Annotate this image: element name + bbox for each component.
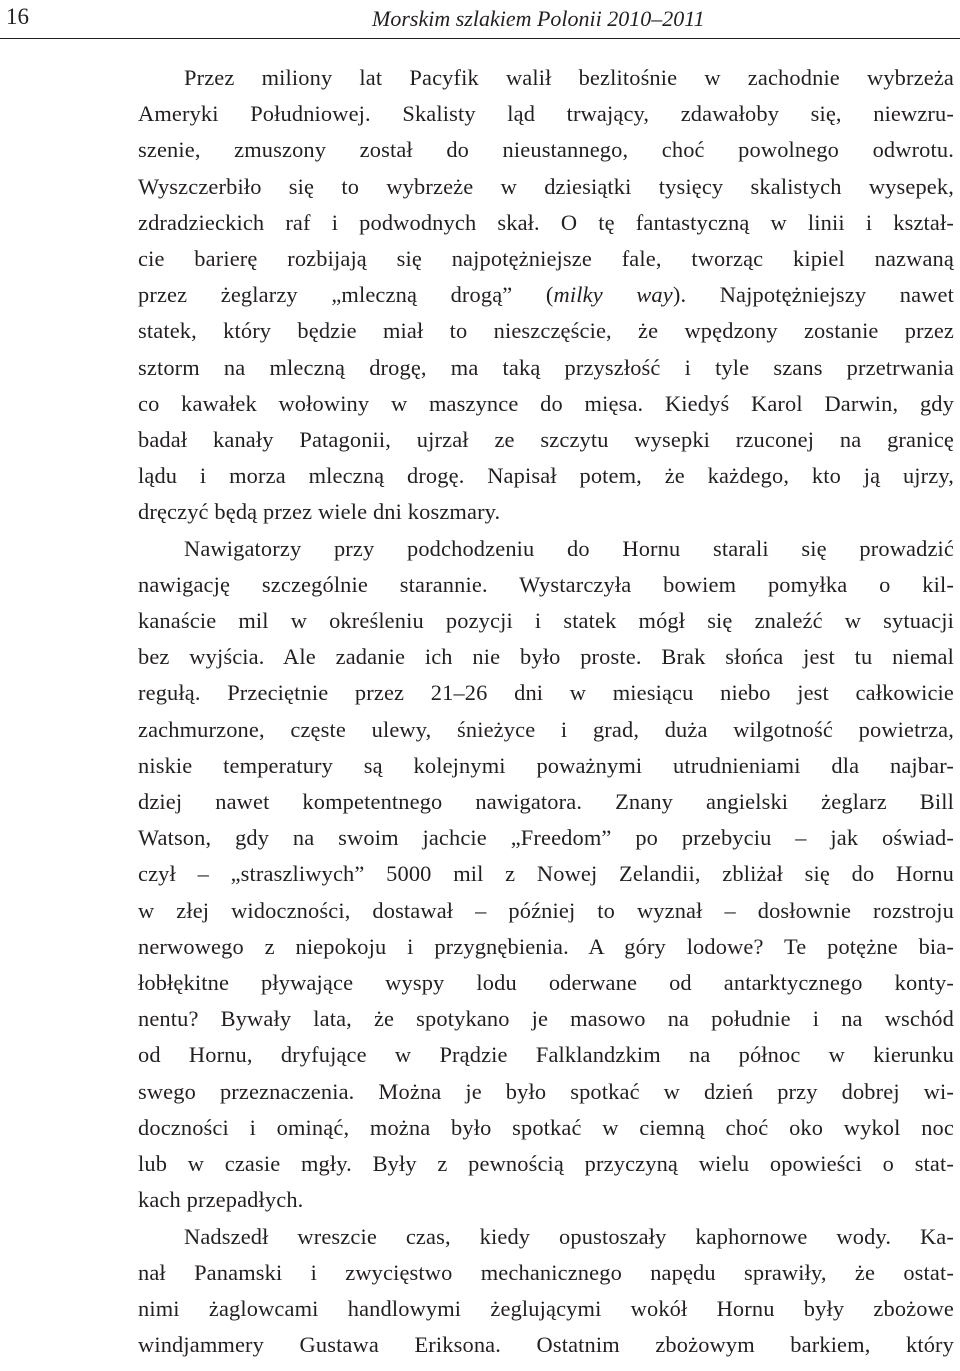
text-line: czył – „straszliwych” 5000 mil z Nowej Zelandii, zbliżał się do Hornu [138,861,954,887]
text-line: lub w czasie mgły. Były z pewnością przyczyną wielu opowieści o stat- [138,1151,954,1177]
text-line: nentu? Bywały lata, że spotykano je masowo na południe i na wschód [138,1006,954,1032]
text-line: doczności i ominąć, można było spotkać w ciemną choć oko wykol noc [138,1114,954,1140]
text-line: Nadszedł wreszcie czas, kiedy opustoszały kaphornowe wody. Ka- [184,1223,954,1249]
text-line: niskie temperatury są kolejnymi poważnymi utrudnieniami dla najbar- [138,752,954,778]
text-line: cie barierę rozbijają się najpotężniejsze fale, tworząc kipiel nazwaną [138,246,954,272]
text-line: Nawigatorzy przy podchodzeniu do Hornu starali się prowadzić [184,535,954,561]
text-line: swego przeznaczenia. Można je było spotkać w dzień przy dobrej wi- [138,1078,954,1104]
text-line: Wyszczerbiło się to wybrzeże w dziesiątki tysięcy skalistych wysepek, [138,173,954,199]
text-line: kach przepadłych. [138,1187,304,1213]
running-title: Morskim szlakiem Polonii 2010–2011 [372,6,705,31]
body-text [138,60,954,1363]
text-segment: przez żeglarzy „mleczną drogą” ( [138,282,554,308]
text-line: sztorm na mleczną drogę, ma taką przyszłość i tyle szans przetrwania [138,354,954,380]
text-line: regułą. Przeciętnie przez 21–26 dni w miesiącu niebo jest całkowicie [138,680,954,706]
text-line: nimi żaglowcami handlowymi żeglującymi wokół Hornu były zbożowe [138,1295,954,1321]
text-line: nerwowego z niepokoju i przygnębienia. A góry lodowe? Te potężne bia- [138,933,954,959]
page-header [0,2,960,38]
text-line: od Hornu, dryfujące w Prądzie Falklandzkim na północ w kierunku [138,1042,954,1068]
text-line: szenie, zmuszony został do nieustannego, choć powolnego odwrotu. [138,137,954,163]
text-line: nał Panamski i zwycięstwo mechanicznego napędu sprawiły, że ostat- [138,1259,954,1285]
text-line: w złej widoczności, dostawał – później to wyznał – dosłownie rozstroju [138,897,954,923]
page-number: 16 [6,4,29,29]
text-line: Watson, gdy na swoim jachcie „Freedom” po przebyciu – jak oświad- [138,825,954,851]
text-line: łobłękitne pływające wyspy lodu oderwane od antarktycznego konty- [138,970,954,996]
text-line: dręczyć będą przez wiele dni koszmary. [138,499,501,525]
text-line: dziej nawet kompetentnego nawigatora. Znany angielski żeglarz Bill [138,789,954,815]
text-line: windjammery Gustawa Eriksona. Ostatnim zbożowym barkiem, który [138,1332,954,1358]
text-line: zdradzieckich raf i podwodnych skał. O tę fantastyczną w linii i kształ- [138,209,954,235]
text-line: bez wyjścia. Ale zadanie ich nie było proste. Brak słońca jest tu niemal [138,644,954,670]
text-line: badał kanały Patagonii, ujrzał ze szczytu wysepki rzuconej na granicę [138,427,954,453]
text-line: nawigację szczególnie starannie. Wystarczyła bowiem pomyłka o kil- [138,571,954,597]
paragraph-3 [138,1219,954,1364]
text-line: zachmurzone, częste ulewy, śnieżyce i grad, duża wilgotność powietrza, [138,716,954,742]
text-line: statek, który będzie miał to nieszczęście, że wpędzony zostanie przez [138,318,954,344]
paragraph-1 [138,60,954,531]
header-rule [0,38,960,39]
text-line: kanaście mil w określeniu pozycji i statek mógł się znaleźć w sytuacji [138,608,954,634]
text-line: co kawałek wołowiny w maszynce do mięsa. Kiedyś Karol Darwin, gdy [138,390,954,416]
text-line: Przez miliony lat Pacyfik walił bezlitośnie w zachodnie wybrzeża [184,65,954,90]
italic-phrase: milky way [553,282,673,308]
text-line: Ameryki Południowej. Skalisty ląd trwający, zdawałoby się, niewzru- [138,101,954,127]
text-segment: ). Najpotężniejszy nawet [672,282,954,308]
text-line: lądu i morza mleczną drogę. Napisał potem, że każdego, kto ją ujrzy, [138,463,954,489]
paragraph-2 [138,531,954,1219]
text-line-with-italic [138,277,954,313]
